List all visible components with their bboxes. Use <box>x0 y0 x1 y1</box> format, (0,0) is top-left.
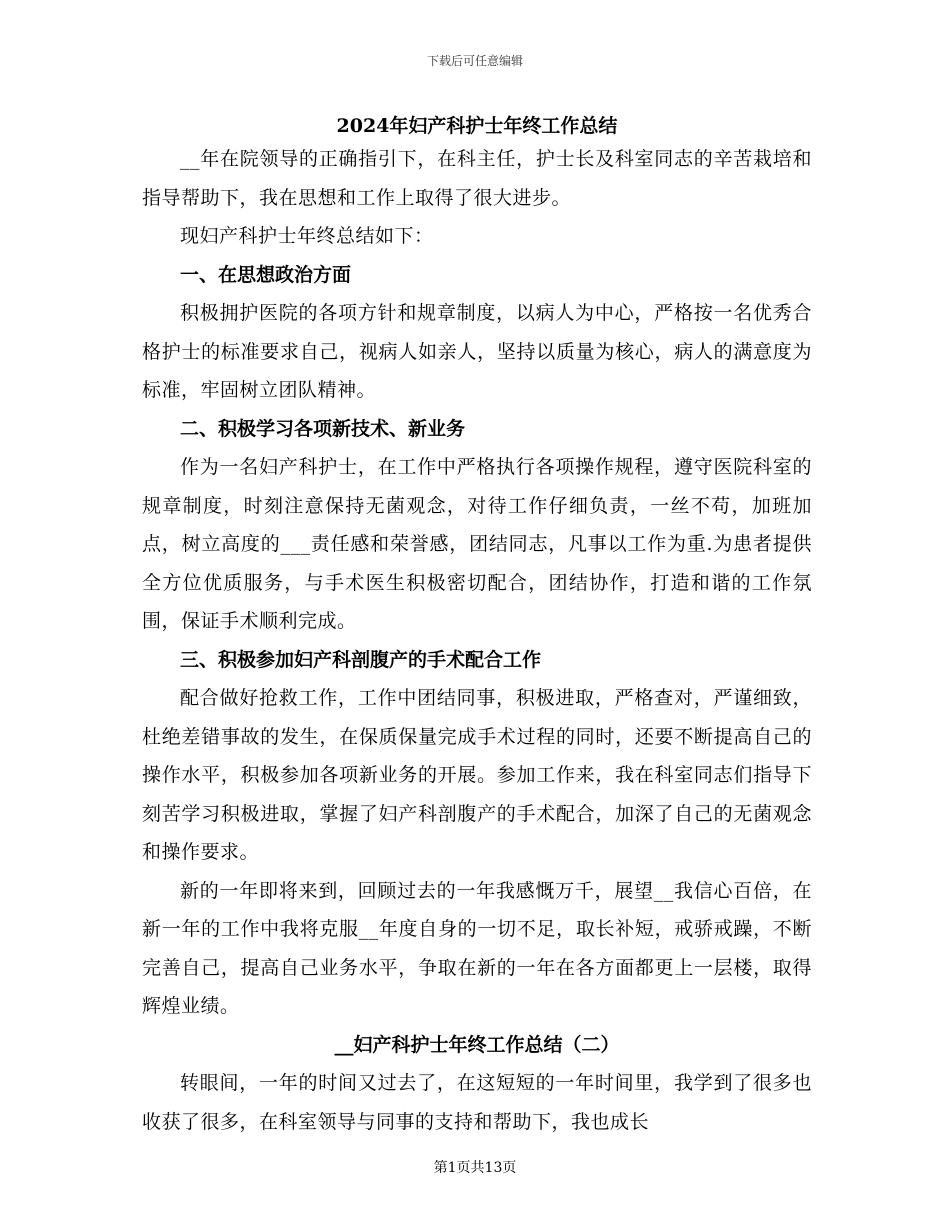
intro-paragraph-2: 现妇产科护士年终总结如下： <box>180 225 434 247</box>
document-title: 2024年妇产科护士年终工作总结 <box>336 115 618 137</box>
section-3-heading: 三、积极参加妇产科剖腹产的手术配合工作 <box>180 648 542 671</box>
section-1-heading: 一、在思想政治方面 <box>180 263 352 286</box>
intro-paragraph-1: __年在院领导的正确指引下，在科主任，护士长及科室同志的辛苦栽培和指导帮助下，我在思想和工作上取得了很大进步。 <box>142 148 812 209</box>
section-1-paragraph: 积极拥护医院的各项方针和规章制度，以病人为中心，严格按一名优秀合格护士的标准要求自己，视病人如亲人，坚持以质量为核心，病人的满意度为标准，牢固树立团队精神。 <box>142 302 812 401</box>
document-body <box>142 112 812 1141</box>
part-2-paragraph: 转眼间，一年的时间又过去了，在这短短的一年时间里，我学到了很多也收获了很多，在科室领导与同事的支持和帮助下，我也成长 <box>142 1072 812 1133</box>
section-3-paragraph: 配合做好抢救工作，工作中团结同事，积极进取，严格查对，严谨细致，杜绝差错事故的发生，在保质保量完成手术过程的同时，还要不断提高自己的操作水平，积极参加各项新业务的开展。参加工作来，我在科室同志们指导下刻苦学习积极进取，掌握了妇产科剖腹产的手术配合，加深了自己的无菌观念和操作要求。 <box>142 687 812 863</box>
part-2-title: __妇产科护士年终工作总结（二） <box>334 1033 620 1056</box>
page-number: 第1页共13页 <box>433 1160 517 1176</box>
page-header-note: 下载后可任意编辑 <box>426 54 523 68</box>
closing-paragraph: 新的一年即将来到，回顾过去的一年我感慨万千，展望__我信心百倍，在新一年的工作中我将克服__年度自身的一切不足，取长补短，戒骄戒躁，不断完善自己，提高自己业务水平，争取在新的一年在各方面都更上一层楼，取得辉煌业绩。 <box>142 879 812 1017</box>
section-2-paragraph: 作为一名妇产科护士，在工作中严格执行各项操作规程，遵守医院科室的规章制度，时刻注意保持无菌观念，对待工作仔细负责，一丝不苟，加班加点，树立高度的___责任感和荣誉感，团结同志，凡事以工作为重.为患者提供全方位优质服务，与手术医生积极密切配合，团结协作，打造和谐的工作氛围，保证手术顺利完成。 <box>142 456 812 632</box>
section-2-heading: 二、积极学习各项新技术、新业务 <box>180 417 466 440</box>
